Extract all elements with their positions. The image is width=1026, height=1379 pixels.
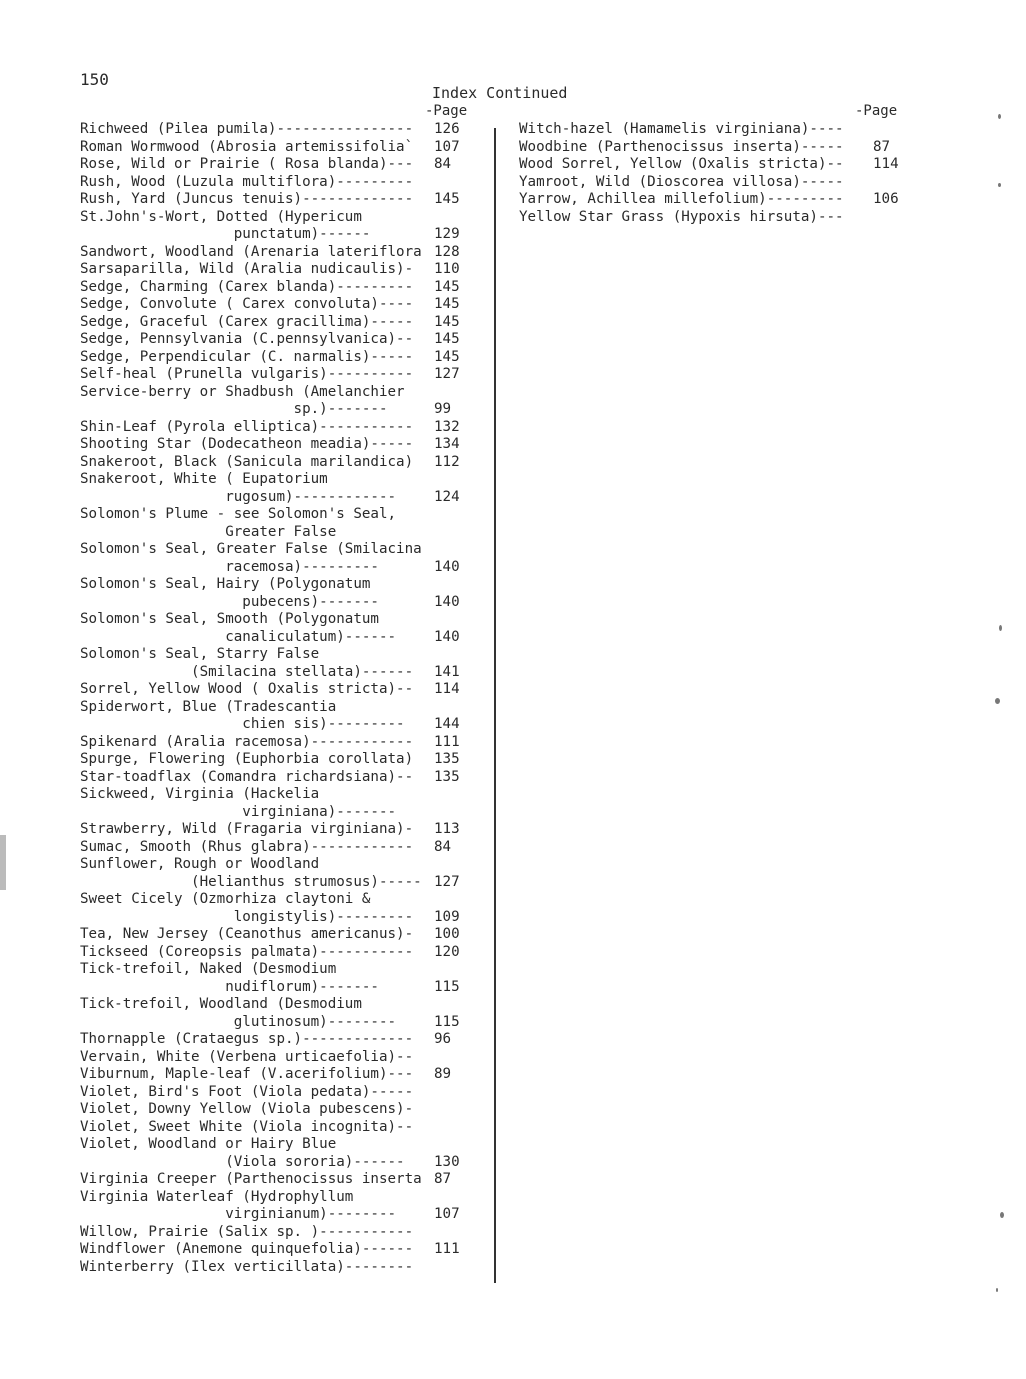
left-page-column-label: -Page — [425, 103, 468, 119]
index-entry-line — [519, 139, 919, 157]
index-entry-line — [80, 471, 480, 489]
index-entry-line — [80, 349, 480, 367]
entry-text: Rush, Wood (Luzula multiflora)--------- — [80, 173, 414, 190]
entry-text: Sedge, Graceful (Carex gracillima)----- — [80, 313, 414, 330]
index-entry-line — [80, 891, 480, 909]
index-entry-line — [80, 734, 480, 752]
entry-page-number: 107 — [434, 1206, 460, 1222]
entry-text: Roman Wormwood (Abrosia artemissifolia` — [80, 138, 414, 155]
entry-page-number: 145 — [434, 313, 460, 330]
index-entry-line — [80, 699, 480, 717]
entry-page-number: 100 — [434, 926, 460, 942]
entry-page-number: 140 — [434, 593, 460, 610]
entry-page-number: 96 — [434, 1031, 452, 1047]
entry-text: Willow, Prairie (Salix sp. )----------- — [80, 1223, 414, 1240]
entry-page-number — [432, 1259, 472, 1277]
entry-page-number — [432, 384, 472, 402]
index-entry-line — [80, 279, 480, 297]
entry-page-number — [432, 1084, 472, 1102]
entry-text: Violet, Bird's Foot (Viola pedata)----- — [80, 1083, 414, 1100]
entry-page-number: 141 — [434, 663, 460, 680]
entry-text: Sorrel, Yellow Wood ( Oxalis stricta)-- — [80, 681, 414, 697]
entry-page-number: 134 — [434, 436, 460, 452]
entry-page-number: 113 — [434, 821, 460, 837]
index-entry-line — [80, 629, 480, 647]
entry-text: Richweed (Pilea pumila)---------------- — [80, 121, 414, 137]
index-entry-line — [80, 821, 480, 839]
entry-text: Yamroot, Wild (Dioscorea villosa)----- — [519, 173, 844, 190]
entry-text: Sedge, Charming (Carex blanda)--------- — [80, 278, 414, 295]
index-entry-line — [80, 401, 480, 419]
entry-text: Strawberry, Wild (Fragaria virginiana)- — [80, 821, 414, 837]
index-entry-line — [80, 979, 480, 997]
index-entry-line — [80, 996, 480, 1014]
index-entry-line — [80, 419, 480, 437]
index-entry-line — [80, 1119, 480, 1137]
entry-text: virginianum)-------- — [80, 1206, 397, 1222]
entry-page-number: 120 — [434, 943, 460, 960]
index-entry-line — [80, 331, 480, 349]
entry-page-number: 109 — [434, 908, 460, 925]
entry-text: (Helianthus strumosus)----- — [80, 873, 422, 890]
entry-page-number — [871, 174, 911, 192]
index-entry-line — [80, 751, 480, 769]
entry-page-number: 87 — [434, 1171, 452, 1187]
entry-text: Solomon's Seal, Hairy (Polygonatum — [80, 576, 371, 592]
entry-text: Shin-Leaf (Pyrola elliptica)----------- — [80, 418, 414, 435]
entry-text: Violet, Woodland or Hairy Blue — [80, 1136, 337, 1152]
index-entry-line — [80, 874, 480, 892]
index-entry-line — [80, 384, 480, 402]
index-entry-line — [80, 1049, 480, 1067]
index-entry-line — [80, 856, 480, 874]
index-entry-line — [80, 926, 480, 944]
index-entry-line — [80, 1154, 480, 1172]
index-entry-line — [80, 1084, 480, 1102]
entry-page-number — [432, 961, 472, 979]
entry-text: Service-berry or Shadbush (Amelanchier — [80, 383, 405, 400]
entry-text: Rose, Wild or Prairie ( Rosa blanda)--- — [80, 156, 414, 172]
entry-page-number — [432, 506, 472, 524]
index-entry-line — [80, 226, 480, 244]
index-entry-line — [80, 1189, 480, 1207]
index-entry-line — [80, 244, 480, 262]
index-entry-line — [519, 121, 919, 139]
entry-page-number — [432, 1049, 472, 1067]
entry-text: Snakeroot, White ( Eupatorium — [80, 471, 328, 487]
entry-text: Tea, New Jersey (Ceanothus americanus)- — [80, 926, 414, 942]
entry-text: Solomon's Seal, Smooth (Polygonatum — [80, 611, 379, 627]
entry-text: Spurge, Flowering (Euphorbia corollata) — [80, 751, 414, 767]
entry-text: Tickseed (Coreopsis palmata)----------- — [80, 943, 414, 960]
entry-page-number: 87 — [873, 138, 891, 155]
entry-text: Sedge, Pennsylvania (C.pennsylvanica)-- — [80, 331, 414, 347]
page-number: 150 — [80, 70, 109, 89]
index-entry-line — [80, 646, 480, 664]
entry-page-number — [432, 786, 472, 804]
entry-page-number: 132 — [434, 418, 460, 435]
index-entry-line — [80, 944, 480, 962]
left-index-column — [80, 121, 480, 1276]
entry-text: Thornapple (Crataegus sp.)------------- — [80, 1031, 414, 1047]
index-entry-line — [80, 1241, 480, 1259]
right-page-column-label: -Page — [855, 103, 898, 119]
index-entry-line — [80, 1031, 480, 1049]
entry-page-number — [432, 699, 472, 717]
index-entry-line — [80, 366, 480, 384]
entry-page-number: 89 — [434, 1066, 452, 1082]
index-entry-line — [80, 1136, 480, 1154]
entry-text: Witch-hazel (Hamamelis virginiana)---- — [519, 121, 844, 137]
entry-page-number: 112 — [434, 453, 460, 470]
entry-page-number: 115 — [434, 978, 460, 995]
entry-text: (Smilacina stellata)------ — [80, 663, 414, 680]
entry-text: St.John's-Wort, Dotted (Hypericum — [80, 208, 362, 225]
index-entry-line — [519, 209, 919, 227]
index-entry-line — [80, 664, 480, 682]
index-entry-line — [80, 156, 480, 174]
entry-page-number: 135 — [434, 751, 460, 767]
entry-text: rugosum)------------ — [80, 488, 397, 505]
right-index-column — [519, 121, 919, 226]
entry-text: Sarsaparilla, Wild (Aralia nudicaulis)- — [80, 261, 414, 277]
entry-text: punctatum)------ — [80, 226, 371, 242]
entry-text: Spikenard (Aralia racemosa)------------ — [80, 733, 414, 750]
entry-text: sp.)------- — [80, 401, 388, 417]
entry-text: canaliculatum)------ — [80, 628, 397, 645]
entry-page-number: 145 — [434, 296, 460, 312]
entry-page-number — [432, 891, 472, 909]
column-divider — [494, 128, 496, 1283]
entry-page-number: 145 — [434, 191, 460, 207]
entry-text: longistylis)--------- — [80, 908, 414, 925]
entry-text: Woodbine (Parthenocissus inserta)----- — [519, 138, 844, 155]
entry-page-number: 111 — [434, 733, 460, 750]
index-entry-line — [80, 489, 480, 507]
entry-text: Rush, Yard (Juncus tenuis)------------- — [80, 191, 414, 207]
index-entry-line — [80, 314, 480, 332]
page-heading: Index Continued — [432, 84, 568, 102]
scan-edge-mark — [0, 835, 6, 890]
entry-text: Star-toadflax (Comandra richardsiana)-- — [80, 768, 414, 785]
entry-page-number — [432, 646, 472, 664]
entry-page-number — [432, 1101, 472, 1119]
entry-text: Solomon's Seal, Greater False (Smilacina — [80, 541, 422, 557]
entry-page-number: 99 — [434, 401, 452, 417]
index-entry-line — [80, 436, 480, 454]
index-entry-line — [519, 156, 919, 174]
entry-page-number: 126 — [434, 121, 460, 137]
entry-page-number — [432, 174, 472, 192]
index-entry-line — [80, 1014, 480, 1032]
entry-page-number — [432, 471, 472, 489]
index-entry-line — [80, 1206, 480, 1224]
index-entry-line — [80, 191, 480, 209]
entry-page-number: 140 — [434, 628, 460, 645]
entry-page-number: 129 — [434, 226, 460, 242]
index-entry-line — [80, 1224, 480, 1242]
entry-page-number: 114 — [434, 681, 460, 697]
entry-text: Sedge, Convolute ( Carex convoluta)---- — [80, 296, 414, 312]
entry-text: Self-heal (Prunella vulgaris)---------- — [80, 366, 414, 382]
entry-text: Sedge, Perpendicular (C. narmalis)----- — [80, 348, 414, 365]
index-entry-line — [80, 1066, 480, 1084]
entry-page-number — [432, 209, 472, 227]
entry-page-number: 107 — [434, 138, 460, 155]
entry-page-number — [432, 524, 472, 542]
index-entry-line — [80, 139, 480, 157]
entry-page-number — [432, 1119, 472, 1137]
entry-page-number: 106 — [873, 191, 899, 207]
entry-text: Violet, Sweet White (Viola incognita)-- — [80, 1118, 414, 1135]
entry-text: Tick-trefoil, Naked (Desmodium — [80, 961, 337, 977]
entry-page-number: 145 — [434, 278, 460, 295]
index-entry-line — [519, 174, 919, 192]
index-entry-line — [80, 1259, 480, 1277]
entry-page-number: 135 — [434, 768, 460, 785]
entry-page-number — [432, 576, 472, 594]
entry-page-number — [432, 1189, 472, 1207]
index-entry-line — [80, 559, 480, 577]
entry-page-number: 140 — [434, 558, 460, 575]
entry-page-number: 144 — [434, 716, 460, 732]
entry-page-number: 114 — [873, 156, 899, 172]
entry-page-number — [432, 1224, 472, 1242]
entry-page-number: 110 — [434, 261, 460, 277]
entry-text: nudiflorum)------- — [80, 978, 379, 995]
index-entry-line — [80, 594, 480, 612]
index-entry-line — [80, 121, 480, 139]
index-entry-line — [80, 209, 480, 227]
entry-text: Vervain, White (Verbena urticaefolia)-- — [80, 1048, 414, 1065]
entry-text: Tick-trefoil, Woodland (Desmodium — [80, 996, 362, 1012]
entry-text: chien sis)--------- — [80, 716, 405, 732]
entry-text: pubecens)------- — [80, 593, 379, 610]
entry-text: Spiderwort, Blue (Tradescantia — [80, 698, 337, 715]
entry-text: Yarrow, Achillea millefolium)--------- — [519, 191, 844, 207]
index-entry-line — [80, 804, 480, 822]
index-entry-line — [80, 716, 480, 734]
entry-text: Windflower (Anemone quinquefolia)------ — [80, 1241, 414, 1257]
entry-page-number: 115 — [434, 1013, 460, 1030]
entry-page-number: 127 — [434, 873, 460, 890]
entry-page-number — [871, 209, 911, 227]
entry-text: Greater False — [80, 523, 337, 540]
index-entry-line — [80, 611, 480, 629]
index-entry-line — [80, 524, 480, 542]
entry-text: racemosa)--------- — [80, 558, 379, 575]
index-entry-line — [80, 1171, 480, 1189]
index-entry-line — [80, 1101, 480, 1119]
entry-page-number: 84 — [434, 156, 452, 172]
entry-text: Sickweed, Virginia (Hackelia — [80, 786, 320, 802]
entry-text: Solomon's Plume - see Solomon's Seal, — [80, 506, 397, 522]
index-entry-line — [519, 191, 919, 209]
index-entry-line — [80, 769, 480, 787]
entry-text: (Viola sororia)------ — [80, 1153, 405, 1170]
entry-page-number: 124 — [434, 488, 460, 505]
entry-text: Violet, Downy Yellow (Viola pubescens)- — [80, 1101, 414, 1117]
entry-text: Virginia Waterleaf (Hydrophyllum — [80, 1188, 354, 1205]
index-entry-line — [80, 961, 480, 979]
entry-page-number — [871, 121, 911, 139]
index-entry-line — [80, 839, 480, 857]
entry-text: Solomon's Seal, Starry False — [80, 646, 320, 662]
entry-text: Sunflower, Rough or Woodland — [80, 856, 320, 872]
index-entry-line — [80, 541, 480, 559]
entry-text: Wood Sorrel, Yellow (Oxalis stricta)-- — [519, 156, 844, 172]
entry-page-number — [432, 804, 472, 822]
entry-page-number: 145 — [434, 348, 460, 365]
entry-page-number — [432, 541, 472, 559]
index-entry-line — [80, 296, 480, 314]
entry-text: Winterberry (Ilex verticillata)-------- — [80, 1258, 414, 1275]
entry-text: Snakeroot, Black (Sanicula marilandica) — [80, 453, 414, 470]
entry-text: virginiana)------- — [80, 803, 397, 820]
entry-text: glutinosum)-------- — [80, 1013, 397, 1030]
entry-page-number: 111 — [434, 1241, 460, 1257]
entry-text: Sweet Cicely (Ozmorhiza claytoni & — [80, 891, 371, 907]
entry-text: Sandwort, Woodland (Arenaria lateriflora — [80, 243, 422, 260]
index-entry-line — [80, 174, 480, 192]
index-entry-line — [80, 681, 480, 699]
entry-text: Shooting Star (Dodecatheon meadia)----- — [80, 436, 414, 452]
entry-page-number — [432, 1136, 472, 1154]
entry-page-number — [432, 611, 472, 629]
index-entry-line — [80, 454, 480, 472]
index-entry-line — [80, 576, 480, 594]
entry-text: Virginia Creeper (Parthenocissus inserta — [80, 1171, 422, 1187]
entry-page-number: 84 — [434, 838, 452, 855]
index-entry-line — [80, 786, 480, 804]
entry-page-number: 128 — [434, 243, 460, 260]
entry-text: Sumac, Smooth (Rhus glabra)------------ — [80, 838, 414, 855]
entry-text: Viburnum, Maple-leaf (V.acerifolium)--- — [80, 1066, 414, 1082]
entry-page-number: 127 — [434, 366, 460, 382]
entry-page-number: 145 — [434, 331, 460, 347]
entry-page-number — [432, 996, 472, 1014]
entry-page-number — [432, 856, 472, 874]
entry-text: Yellow Star Grass (Hypoxis hirsuta)--- — [519, 208, 844, 225]
index-entry-line — [80, 261, 480, 279]
entry-page-number: 130 — [434, 1153, 460, 1170]
index-entry-line — [80, 909, 480, 927]
index-entry-line — [80, 506, 480, 524]
